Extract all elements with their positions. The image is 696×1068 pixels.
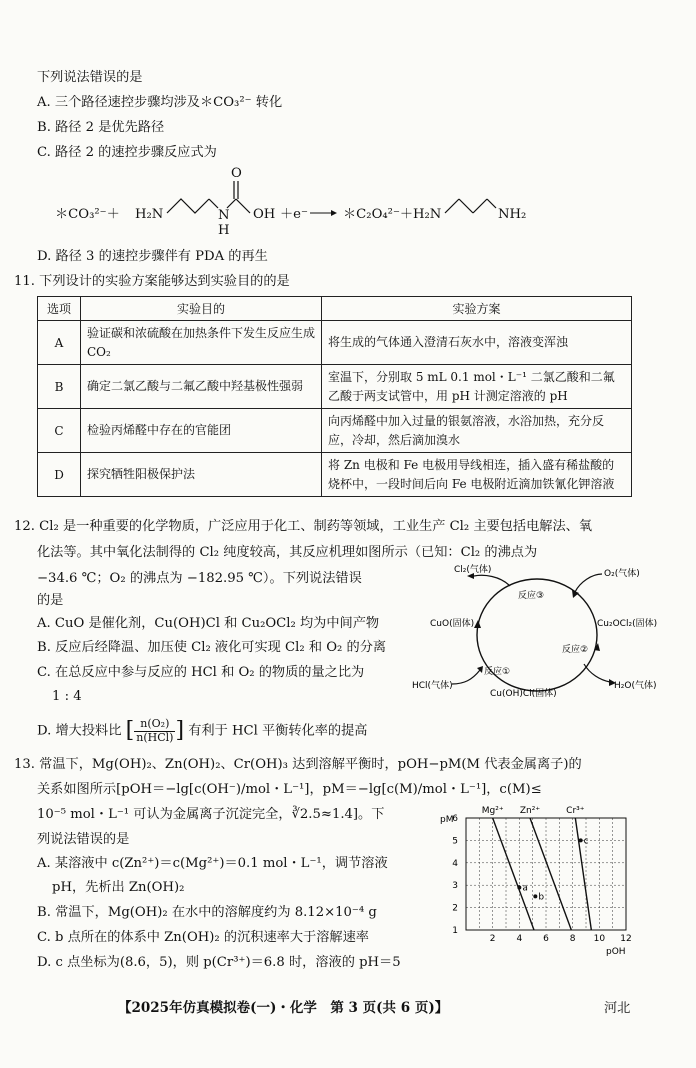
fraction-numerator: n(O₂): [134, 718, 175, 732]
table-header: 实验方案: [322, 297, 632, 321]
y-tick-label: 3: [452, 881, 458, 892]
q10-option-d: D. 路径 3 的速控步骤伴有 PDA 的再生: [37, 249, 268, 264]
y-tick-label: 6: [452, 814, 458, 824]
label-hcl: HCl(气体): [412, 681, 453, 691]
x-tick-label: 4: [516, 934, 523, 944]
table-cell-aim: 探究牺牲阳极保护法: [81, 453, 322, 497]
arrow-hcl-in: [452, 670, 480, 684]
data-point: [517, 885, 521, 889]
eq-h2n-1: H₂N: [135, 207, 164, 222]
table-cell-aim: 确定二氯乙酸与二氟乙酸中羟基极性强弱: [81, 365, 322, 409]
x-axis-label: pOH: [606, 947, 626, 957]
q12-line-2: 化法等。其中氧化法制得的 Cl₂ 纯度较高，其反应机理如图所示（已知：Cl₂ 的沸点为: [37, 545, 538, 560]
label-reaction2: 反应②: [562, 645, 589, 655]
eq-left-ion: ＊CO₃²⁻＋: [55, 207, 120, 222]
table-row: [38, 365, 632, 409]
q12-option-d: [37, 718, 368, 744]
page-footer-title: 【2025年仿真模拟卷(一)・化学 第 3 页(共 6 页)】: [118, 1000, 449, 1016]
q13-option-a: A. 某溶液中 c(Zn²⁺)＝c(Mg²⁺)＝0.1 mol・L⁻¹，调节溶液: [37, 856, 388, 871]
arrow-h2o-out: [584, 664, 610, 682]
table-cell-option: C: [38, 409, 81, 453]
q12-line-3: −34.6 ℃；O₂ 的沸点为 −182.95 ℃）。下列说法错误: [37, 571, 362, 586]
q13-line-2: 关系如图所示[pOH＝−lg[c(OH⁻)/mol・L⁻¹]，pM＝−lg[c(M)/mol・L⁻¹]，c(M)≤: [37, 782, 542, 797]
cycle-arrow-head: [474, 620, 481, 628]
q13-option-a-cont: pH，先析出 Zn(OH)₂: [52, 880, 185, 895]
q10-option-a: A. 三个路径速控步骤均涉及＊CO₃²⁻ 转化: [37, 95, 283, 110]
reaction-cycle-diagram: [412, 562, 662, 708]
q12-option-b: B. 反应后经降温、加压使 Cl₂ 液化可实现 Cl₂ 和 O₂ 的分离: [37, 640, 387, 655]
q13-line-4: 列说法错误的是: [37, 832, 130, 847]
table-cell-plan: 将生成的气体通入澄清石灰水中，溶液变浑浊: [322, 321, 632, 365]
eq-n-atom: N: [218, 208, 230, 223]
cycle-arrow-head: [594, 643, 600, 651]
eq-h2n-2: H₂N: [413, 207, 442, 222]
eq-h-atom: H: [218, 223, 230, 238]
q10-option-b: B. 路径 2 是优先路径: [37, 120, 165, 135]
label-cuohcl: Cu(OH)Cl(固体): [490, 689, 557, 699]
label-cu2ocl2: Cu₂OCl₂(固体): [597, 619, 658, 629]
q11-stem: 11. 下列设计的实验方案能够达到实验目的的是: [14, 274, 290, 289]
point-label: b: [538, 892, 545, 903]
label-reaction3: 反应③: [518, 591, 545, 601]
eq-skeleton-1: [55, 166, 555, 238]
q12-option-d-prefix: D. 增大投料比: [37, 723, 122, 739]
table-cell-option: D: [38, 453, 81, 497]
q13-option-b: B. 常温下，Mg(OH)₂ 在水中的溶解度约为 8.12×10⁻⁴ g: [37, 905, 377, 920]
x-tick-label: 10: [593, 934, 606, 944]
x-tick-label: 8: [569, 934, 576, 944]
x-tick-label: 2: [489, 934, 496, 944]
q10-option-c: C. 路径 2 的速控步骤反应式为: [37, 145, 217, 160]
y-tick-label: 2: [452, 903, 458, 914]
ratio-fraction: [134, 718, 175, 744]
q12-option-a: A. CuO 是催化剂，Cu(OH)Cl 和 Cu₂OCl₂ 均为中间产物: [37, 616, 380, 631]
eq-right-ion: ＊C₂O₄²⁻＋: [343, 207, 414, 222]
series-label: Cr³⁺: [566, 806, 585, 816]
data-point: [533, 894, 537, 898]
eq-nh2: NH₂: [498, 207, 527, 222]
q10-stem: 下列说法错误的是: [37, 70, 143, 85]
table-cell-plan: 室温下，分别取 5 mL 0.1 mol・L⁻¹ 二氯乙酸和二氟乙酸于两支试管中，用 pH 计测定溶液的 pH: [322, 365, 632, 409]
page-footer-region: 河北: [604, 1001, 631, 1016]
table-cell-option: B: [38, 365, 81, 409]
point-label: a: [522, 883, 528, 894]
table-cell-option: A: [38, 321, 81, 365]
q12-option-c-ratio: 1 : 4: [52, 689, 82, 704]
q13-option-d: D. c 点坐标为(8.6，5)，则 p(Cr³⁺)＝6.8 时，溶液的 pH＝5: [37, 955, 401, 970]
table-cell-aim: 验证碳和浓硫酸在加热条件下发生反应生成 CO₂: [81, 321, 322, 365]
table-cell-plan: 向丙烯醛中加入过量的银氨溶液，水浴加热，充分反应，冷却，然后滴加溴水: [322, 409, 632, 453]
series-line: [493, 818, 534, 930]
eq-o-atom: O: [231, 166, 242, 181]
table-header: 实验目的: [81, 297, 322, 321]
y-tick-label: 1: [452, 926, 458, 936]
q13-line-1: 13. 常温下，Mg(OH)₂、Zn(OH)₂、Cr(OH)₃ 达到溶解平衡时，pOH−pM(M 代表金属离子)的: [14, 757, 582, 772]
table-cell-plan: 将 Zn 电极和 Fe 电极用导线相连，插入盛有稀盐酸的烧杯中，一段时间后向 Fe 电极附近滴加铁氰化钾溶液: [322, 453, 632, 497]
table-header-row: [38, 297, 632, 321]
x-tick-label: 6: [543, 934, 549, 944]
series-line: [575, 818, 591, 930]
label-cuo: CuO(固体): [430, 619, 475, 629]
y-tick-label: 4: [452, 858, 458, 869]
q10-equation: [55, 166, 555, 238]
label-o2: O₂(气体): [604, 569, 640, 579]
series-label: Mg²⁺: [481, 806, 504, 816]
table-cell-aim: 检验丙烯醛中存在的官能团: [81, 409, 322, 453]
point-label: c: [583, 836, 589, 847]
y-axis-label: pM: [440, 815, 454, 825]
arrow-o2-in: [575, 574, 602, 592]
bracket-left: [: [125, 718, 135, 744]
q13-option-c: C. b 点所在的体系中 Zn(OH)₂ 的沉积速率大于溶解速率: [37, 930, 369, 945]
pom-pm-chart: [440, 802, 640, 964]
q11-table: [37, 296, 632, 497]
fraction-denominator: n(HCl): [136, 730, 174, 744]
y-tick-label: 5: [452, 836, 458, 847]
table-row: [38, 453, 632, 497]
table-row: [38, 409, 632, 453]
data-point: [579, 838, 583, 842]
eq-plus-electron: ＋e⁻: [280, 207, 308, 222]
q12-option-d-suffix: 有利于 HCl 平衡转化率的提高: [188, 723, 368, 739]
table-row: [38, 321, 632, 365]
label-cl2: Cl₂(气体): [454, 565, 492, 575]
arrow-cl2-out: [474, 575, 510, 586]
bracket-right: ]: [175, 718, 185, 744]
x-tick-label: 12: [620, 934, 632, 944]
q13-line-3: 10⁻⁵ mol・L⁻¹ 可认为金属离子沉淀完全，∛2.5≈1.4]。下: [37, 807, 385, 822]
series-label: Zn²⁺: [519, 806, 541, 816]
label-reaction1: 反应①: [484, 667, 511, 677]
q12-option-c: C. 在总反应中参与反应的 HCl 和 O₂ 的物质的量之比为: [37, 665, 365, 680]
eq-oh: OH: [253, 207, 276, 222]
label-h2o: H₂O(气体): [614, 681, 657, 691]
q12-line-1: 12. Cl₂ 是一种重要的化学物质，广泛应用于化工、制药等领域，工业生产 Cl₂ 主要包括电解法、氧: [14, 519, 593, 534]
table-header: 选项: [38, 297, 81, 321]
series-line: [530, 818, 571, 930]
q12-line-4: 的是: [37, 593, 64, 608]
